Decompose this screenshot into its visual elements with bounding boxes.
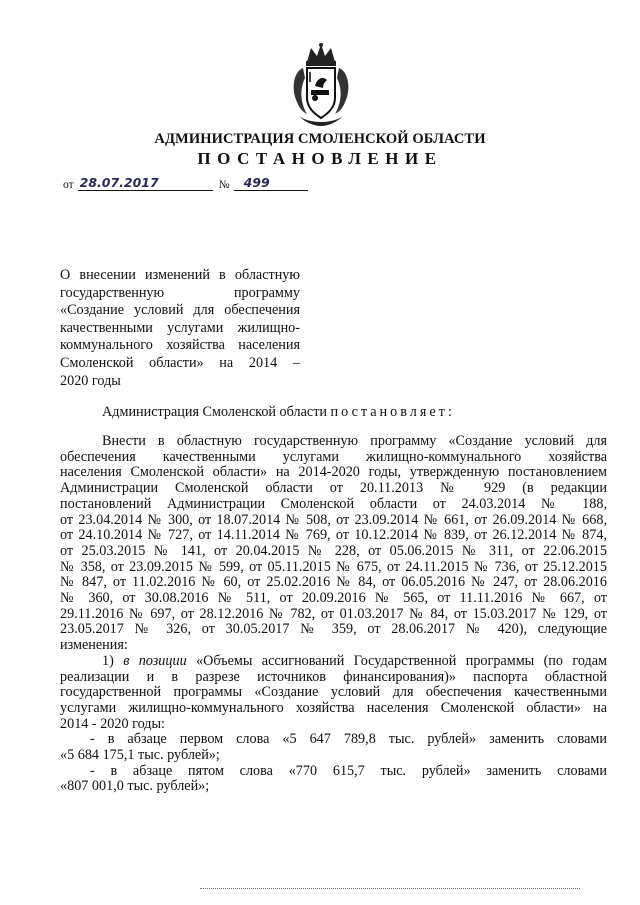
body-line: государственной программы «Создание условий для обеспечения качественными [60, 684, 607, 701]
document-date: 28.07.2017 [78, 176, 213, 191]
preamble [102, 404, 455, 421]
title-line: О внесении изменений в областную [60, 267, 300, 283]
title-line: Смоленской области» на 2014 – [60, 354, 300, 371]
title-line: «Создание условий для обеспечения [60, 302, 300, 319]
document-type: ПОСТАНОВЛЕНИЕ [197, 149, 443, 168]
document-date-number-line [63, 176, 308, 191]
body-line: № 358, от 23.09.2015 № 599, от 05.11.2015 № 675, от 24.11.2015 № 736, от 25.12.2015 [60, 558, 607, 575]
item1-line1-rest: «Объемы ассигнований Государственной программы (по годам [196, 652, 608, 669]
number-prefix: № [218, 179, 230, 191]
title-line: коммунального хозяйства населения [60, 337, 300, 354]
sub-item-line: «5 684 175,1 тыс. рублей»; [60, 747, 220, 764]
title-line: государственную программу [60, 284, 300, 301]
body-line: № 847, от 11.02.2016 № 60, от 25.02.2016 № 84, от 06.05.2016 № 247, от 28.06.2016 [60, 574, 607, 591]
body-line: реализации и в разрезе источников финансирования)» паспорта областной [60, 668, 607, 685]
document-body [60, 434, 607, 795]
body-line: 29.11.2016 № 697, от 28.12.2016 № 782, от 01.03.2017 № 84, от 15.03.2017 № 129, от [60, 605, 607, 622]
item1-number: 1) [102, 652, 114, 669]
document-number: 499 [234, 176, 308, 191]
item1-italic: в позиции [123, 652, 187, 669]
body-line: от 24.10.2014 № 727, от 14.11.2014 № 769, от 10.12.2014 № 839, от 26.12.2014 № 874, [60, 527, 607, 544]
body-line: изменения: [60, 637, 128, 654]
body-line: обеспечения качественными услугами жилищно-коммунального хозяйства [60, 448, 607, 465]
sub-item-line: - в абзаце первом слова «5 647 789,8 тыс. рублей» заменить словами [90, 731, 607, 748]
sub-item-line: «807 001,0 тыс. рублей»; [60, 778, 210, 795]
title-line: качественными услугами жилищно- [60, 319, 300, 336]
body-line: от 23.04.2014 № 300, от 18.07.2014 № 508, от 23.09.2014 № 661, от 26.09.2014 № 668, [60, 511, 607, 528]
body-line: услугами жилищно-коммунального хозяйства населения Смоленской области» на [60, 699, 607, 716]
coat-of-arms-emblem [289, 42, 353, 128]
organization-name: АДМИНИСТРАЦИЯ СМОЛЕНСКОЙ ОБЛАСТИ [154, 131, 486, 147]
preamble-text: Администрация Смоленской области [102, 404, 327, 420]
document-title [60, 267, 300, 390]
body-line: 23.05.2017 № 326, от 30.05.2017 № 359, от 28.06.2017 № 420), следующие [60, 621, 607, 638]
body-line: от 25.03.2015 № 141, от 20.04.2015 № 228, от 05.06.2015 № 311, от 22.06.2015 [60, 542, 607, 559]
scan-artifact-line [200, 887, 580, 889]
body-line: Внести в областную государственную программу «Создание условий для [102, 433, 607, 449]
body-line: 2014 - 2020 годы: [60, 715, 165, 732]
body-line: населения Смоленской области» на 2014-2020 годы, утвержденную постановлением [60, 464, 607, 481]
title-line: 2020 годы [60, 372, 121, 389]
body-line: постановлений Администрации Смоленской области от 24.03.2014 № 188, [60, 495, 607, 512]
body-line: Администрации Смоленской области от 20.11.2013 № 929 (в редакции [60, 480, 607, 497]
date-prefix: от [63, 179, 74, 191]
sub-item-line: - в абзаце пятом слова «770 615,7 тыс. рублей» заменить словами [90, 762, 607, 779]
item1-first-line [60, 654, 607, 670]
body-line: № 360, от 30.08.2016 № 511, от 20.09.2016 № 565, от 11.11.2016 № 667, от [60, 590, 607, 607]
preamble-action: постановляет: [330, 404, 455, 420]
